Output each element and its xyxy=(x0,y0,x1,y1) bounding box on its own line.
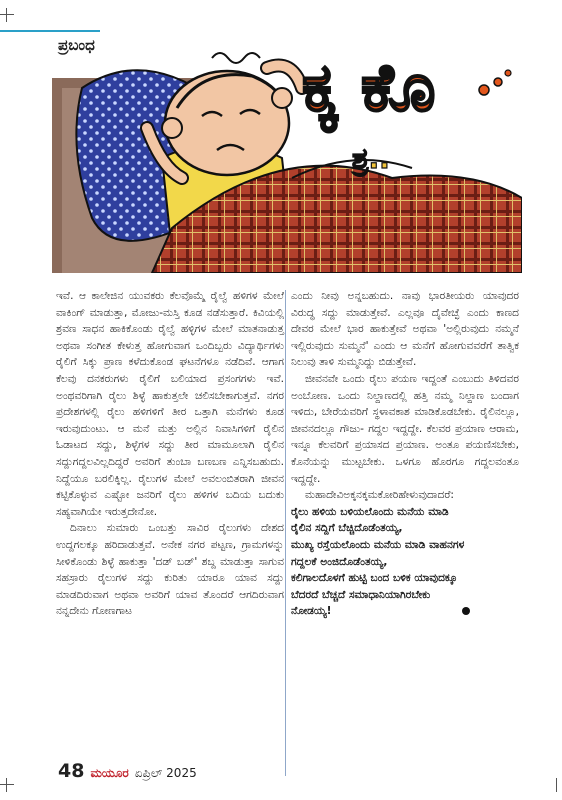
crop-mark xyxy=(0,14,14,15)
crop-mark xyxy=(0,784,14,785)
issue-date: ಏಪ್ರಿಲ್ 2025 xyxy=(134,766,197,780)
paragraph: ಮಹಾದೇವಿಅಕ್ಕನಕ್ಕಮಕೋರಿಹೇಳುವುದಾದರೆ: xyxy=(305,489,454,502)
crop-mark xyxy=(556,778,557,792)
page-footer xyxy=(58,760,197,782)
poem-line: ರೈಲಿನ ಸದ್ದಿಗೆ ಬೆಚ್ಚಿದೊಡೆಂತಯ್ಯ, xyxy=(291,522,403,535)
poem-line: ಬೆದರದೆ ಬೆಚ್ಚದೆ ಸಮಾಧಾನಿಯಾಗಿರಬೇಕು xyxy=(291,588,431,601)
hand-left xyxy=(162,118,182,138)
crop-mark xyxy=(6,778,7,792)
poem-line-final: ನೋಡಯ್ಯ! xyxy=(291,603,519,620)
paragraph: ಎಂದು ನೀವು ಅನ್ನಬಹುದು. ನಾವು ಭಾರತೀಯರು ಯಾವುದರ ವಿರುದ್ಧ ಸದ್ದು ಮಾಡುತ್ತೇವೆ. ಎಲ್ಲವೂ ದೈವೇಚ್ಛೆ ಎಂದು ಕಾಣದ ದೇವರ ಮೇಲೆ ಭಾರ ಹಾಕುತ್ತೇವೆ ಅಥವಾ 'ಅಲ್ಲಿರುವುದು ನಮ್ಮನೆ ಇಲ್ಲಿರುವುದು ಸುಮ್ಮನೆ' ಎಂದು ಆ ಮನೆಗೆ ಹೋಗುವವರೆಗೆ ತಾತ್ವಿಕ ನಿಲುವು ತಾಳಿ ಸುಮ್ಮನಿದ್ದು ಬಿಡುತ್ತೇವೆ. xyxy=(291,290,519,369)
paragraph: ಜೀವನವೇ ಒಂದು ರೈಲು ಪಯಣ ಇದ್ದಂತೆ ಎಂಬುದು ತಿಳಿದವರ ಅಂಬೋಣ. ಒಂದು ನಿಲ್ದಾಣದಲ್ಲಿ ಹತ್ತಿ ನಮ್ಮ ನಿಲ್ದಾಣ ಬಂದಾಗ ಇಳಿದು, ಬೇರೆಯವರಿಗೆ ಸ್ಥಳಾವಕಾಶ ಮಾಡಿಕೊಡಬೇಕು. ರೈಲಿನಲ್ಲೂ, ಜೀವನದಲ್ಲೂ ಗೌಜು- ಗದ್ದಲ ಇದ್ದದ್ದೇ. ಕೆಲವರ ಪ್ರಯಾಣ ಆರಾಮ, ಇನ್ನೂ ಕೆಲವರಿಗೆ ಪ್ರಯಾಸದ ಪ್ರಯಾಣ. ಅಂತೂ ಪಯಣಿಸಬೇಕು, ಕೊನೆಯನ್ನು ಮುಟ್ಟಬೇಕು. ಒಳಗೂ ಹೊರಗೂ ಗದ್ದಲವಂತೂ ಇದ್ದದ್ದೇ. xyxy=(291,372,519,485)
hand-right xyxy=(272,88,292,108)
section-label: ಪ್ರಬಂಧ xyxy=(58,36,95,54)
crop-mark xyxy=(6,8,7,22)
snore-sound-effect: ಕ್ಕ ಕೊ xyxy=(302,49,436,126)
article-left-column xyxy=(56,288,284,620)
article-right-column xyxy=(291,288,519,620)
poem-line: ಮುಖ್ಯ ರಸ್ತೆಯಲೊಂದು ಮನೆಯ ಮಾಡಿ ವಾಹನಗಳ xyxy=(291,538,465,551)
poem-line: ಗದ್ದಲಕೆ ಅಂಜಿದೊಡೆಂತಯ್ಯ, xyxy=(291,555,388,568)
page-number: 48 xyxy=(58,760,85,782)
sleeping-man-illustration xyxy=(52,28,522,273)
snore-small-effect: ಶ್ರ.. xyxy=(352,142,390,175)
poem xyxy=(291,504,519,620)
end-mark-icon xyxy=(462,607,470,615)
paragraph: ದಿನಾಲು ಸುಮಾರು ಒಂಬತ್ತು ಸಾವಿರ ರೈಲುಗಳು ದೇಶದ ಉದ್ದಗಲಕ್ಕೂ ಹರಿದಾಡುತ್ತವೆ. ಅನೇಕ ನಗರ ಪಟ್ಟಣ, ಗ್ರಾಮಗಳನ್ನು ಸೀಳಿಕೊಂಡು ಶಿಳ್ಳೆ ಹಾಕುತ್ತಾ 'ದಡ್ ಬಡ್' ಶಬ್ದ ಮಾಡುತ್ತಾ ಸಾಗುವ ಸಹಸ್ರಾರು ರೈಲುಗಳ ಸದ್ದು ಕುರಿತು ಯಾರೂ ಯಾವ ಸದ್ದು ಮಾಡದಿರುವಾಗ ಅಥವಾ ಅವರಿಗೆ ಯಾವ ತೊಂದರೆ ಆಗದಿರುವಾಗ ನನ್ನದೇನು ಗೋಣಗಾಟ xyxy=(56,522,284,618)
magazine-name: ಮಯೂರ xyxy=(90,766,129,780)
column-divider xyxy=(285,290,286,776)
poem-line: ಕಲಿಗಾಲದೊಳಗೆ ಹುಟ್ಟಿ ಬಂದ ಬಳಿಕ ಯಾವುದಕ್ಕೂ xyxy=(291,572,458,585)
poem-line: ರೈಲು ಹಳಿಯ ಬಳಿಯಲೊಂದು ಮನೆಯ ಮಾಡಿ xyxy=(291,505,449,518)
paragraph: ಇವೆ. ಆ ಕಾಲೇಜಿನ ಯುವಕರು ಕೆಲವೊಮ್ಮೆ ರೈಲ್ವೆ ಹಳಿಗಳ ಮೇಲೆ ವಾಕಿಂಗ್ ಮಾಡುತ್ತಾ, ಮೋಜು-ಮಸ್ತಿ ಕೂಡ ನಡೆಸುತ್ತಾರೆ. ಕಿವಿಯಲ್ಲಿ ಶ್ರವಣ ಸಾಧನ ಹಾಕಿಕೊಂಡು ರೈಲ್ವೆ ಹಳ್ಳಿಗಳ ಮೇಲೆ ಮಾತನಾಡುತ್ತ ಅಥವಾ ಸಂಗೀತ ಕೇಳುತ್ತ ಹೋಗುವಾಗ ಒಂದಿಬ್ಬರು ವಿದ್ಯಾರ್ಥಿಗಳು ರೈಲಿಗೆ ಸಿಕ್ಕು ಪ್ರಾಣ ಕಳೆದುಕೊಂಡ ಘಟನೆಗಳೂ ನಡೆದಿವೆ. ಆಗಾಗ ಕೆಲವು ದನಕರುಗಳು ರೈಲಿಗೆ ಬಲಿಯಾದ ಪ್ರಸಂಗಗಳು ಇವೆ. ಅಂಥವರಿಗಾಗಿ ರೈಲು ಶಿಳ್ಳೆ ಹಾಕುತ್ತಲೇ ಚಲಿಸಬೇಕಾಗುತ್ತವೆ. ನಗರ ಪ್ರದೇಶಗಳಲ್ಲಿ ರೈಲು ಹಳಿಗಳಿಗೆ ತೀರ ಒತ್ತಾಗಿ ಮನೆಗಳು ಕೂಡ ಇರುವುದುಂಟು. ಆ ಮನೆ ಮತ್ತು ಅಲ್ಲಿನ ನಿವಾಸಿಗಳಿಗೆ ರೈಲಿನ ಓಡಾಟದ ಸದ್ದು, ಶಿಳ್ಳೆಗಳ ಸದ್ದು ತೀರ ಮಾಮೂಲಾಗಿ ರೈಲಿನ ಸದ್ದುಗದ್ದಲವಿಲ್ಲದಿದ್ದರೆ ಅವರಿಗೆ ತುಂಬಾ ಬಣಬಣ ಎನ್ನಿಸಬಹುದು. ನಿದ್ದೆಯೂ ಬರಲಿಕ್ಕಿಲ್ಲ. ರೈಲುಗಳ ಮೇಲೆ ಅವಲಂಬಿತರಾಗಿ ಜೀವನ ಕಟ್ಟಿಕೊಳ್ಳುವ ಎಷ್ಟೋ ಜನರಿಗೆ ರೈಲು ಹಳಿಗಳ ಬದಿಯ ಬದುಕು ಸಹ್ಯವಾಗಿಯೇ ಇರುತ್ತದೇನೋ. xyxy=(56,290,284,518)
